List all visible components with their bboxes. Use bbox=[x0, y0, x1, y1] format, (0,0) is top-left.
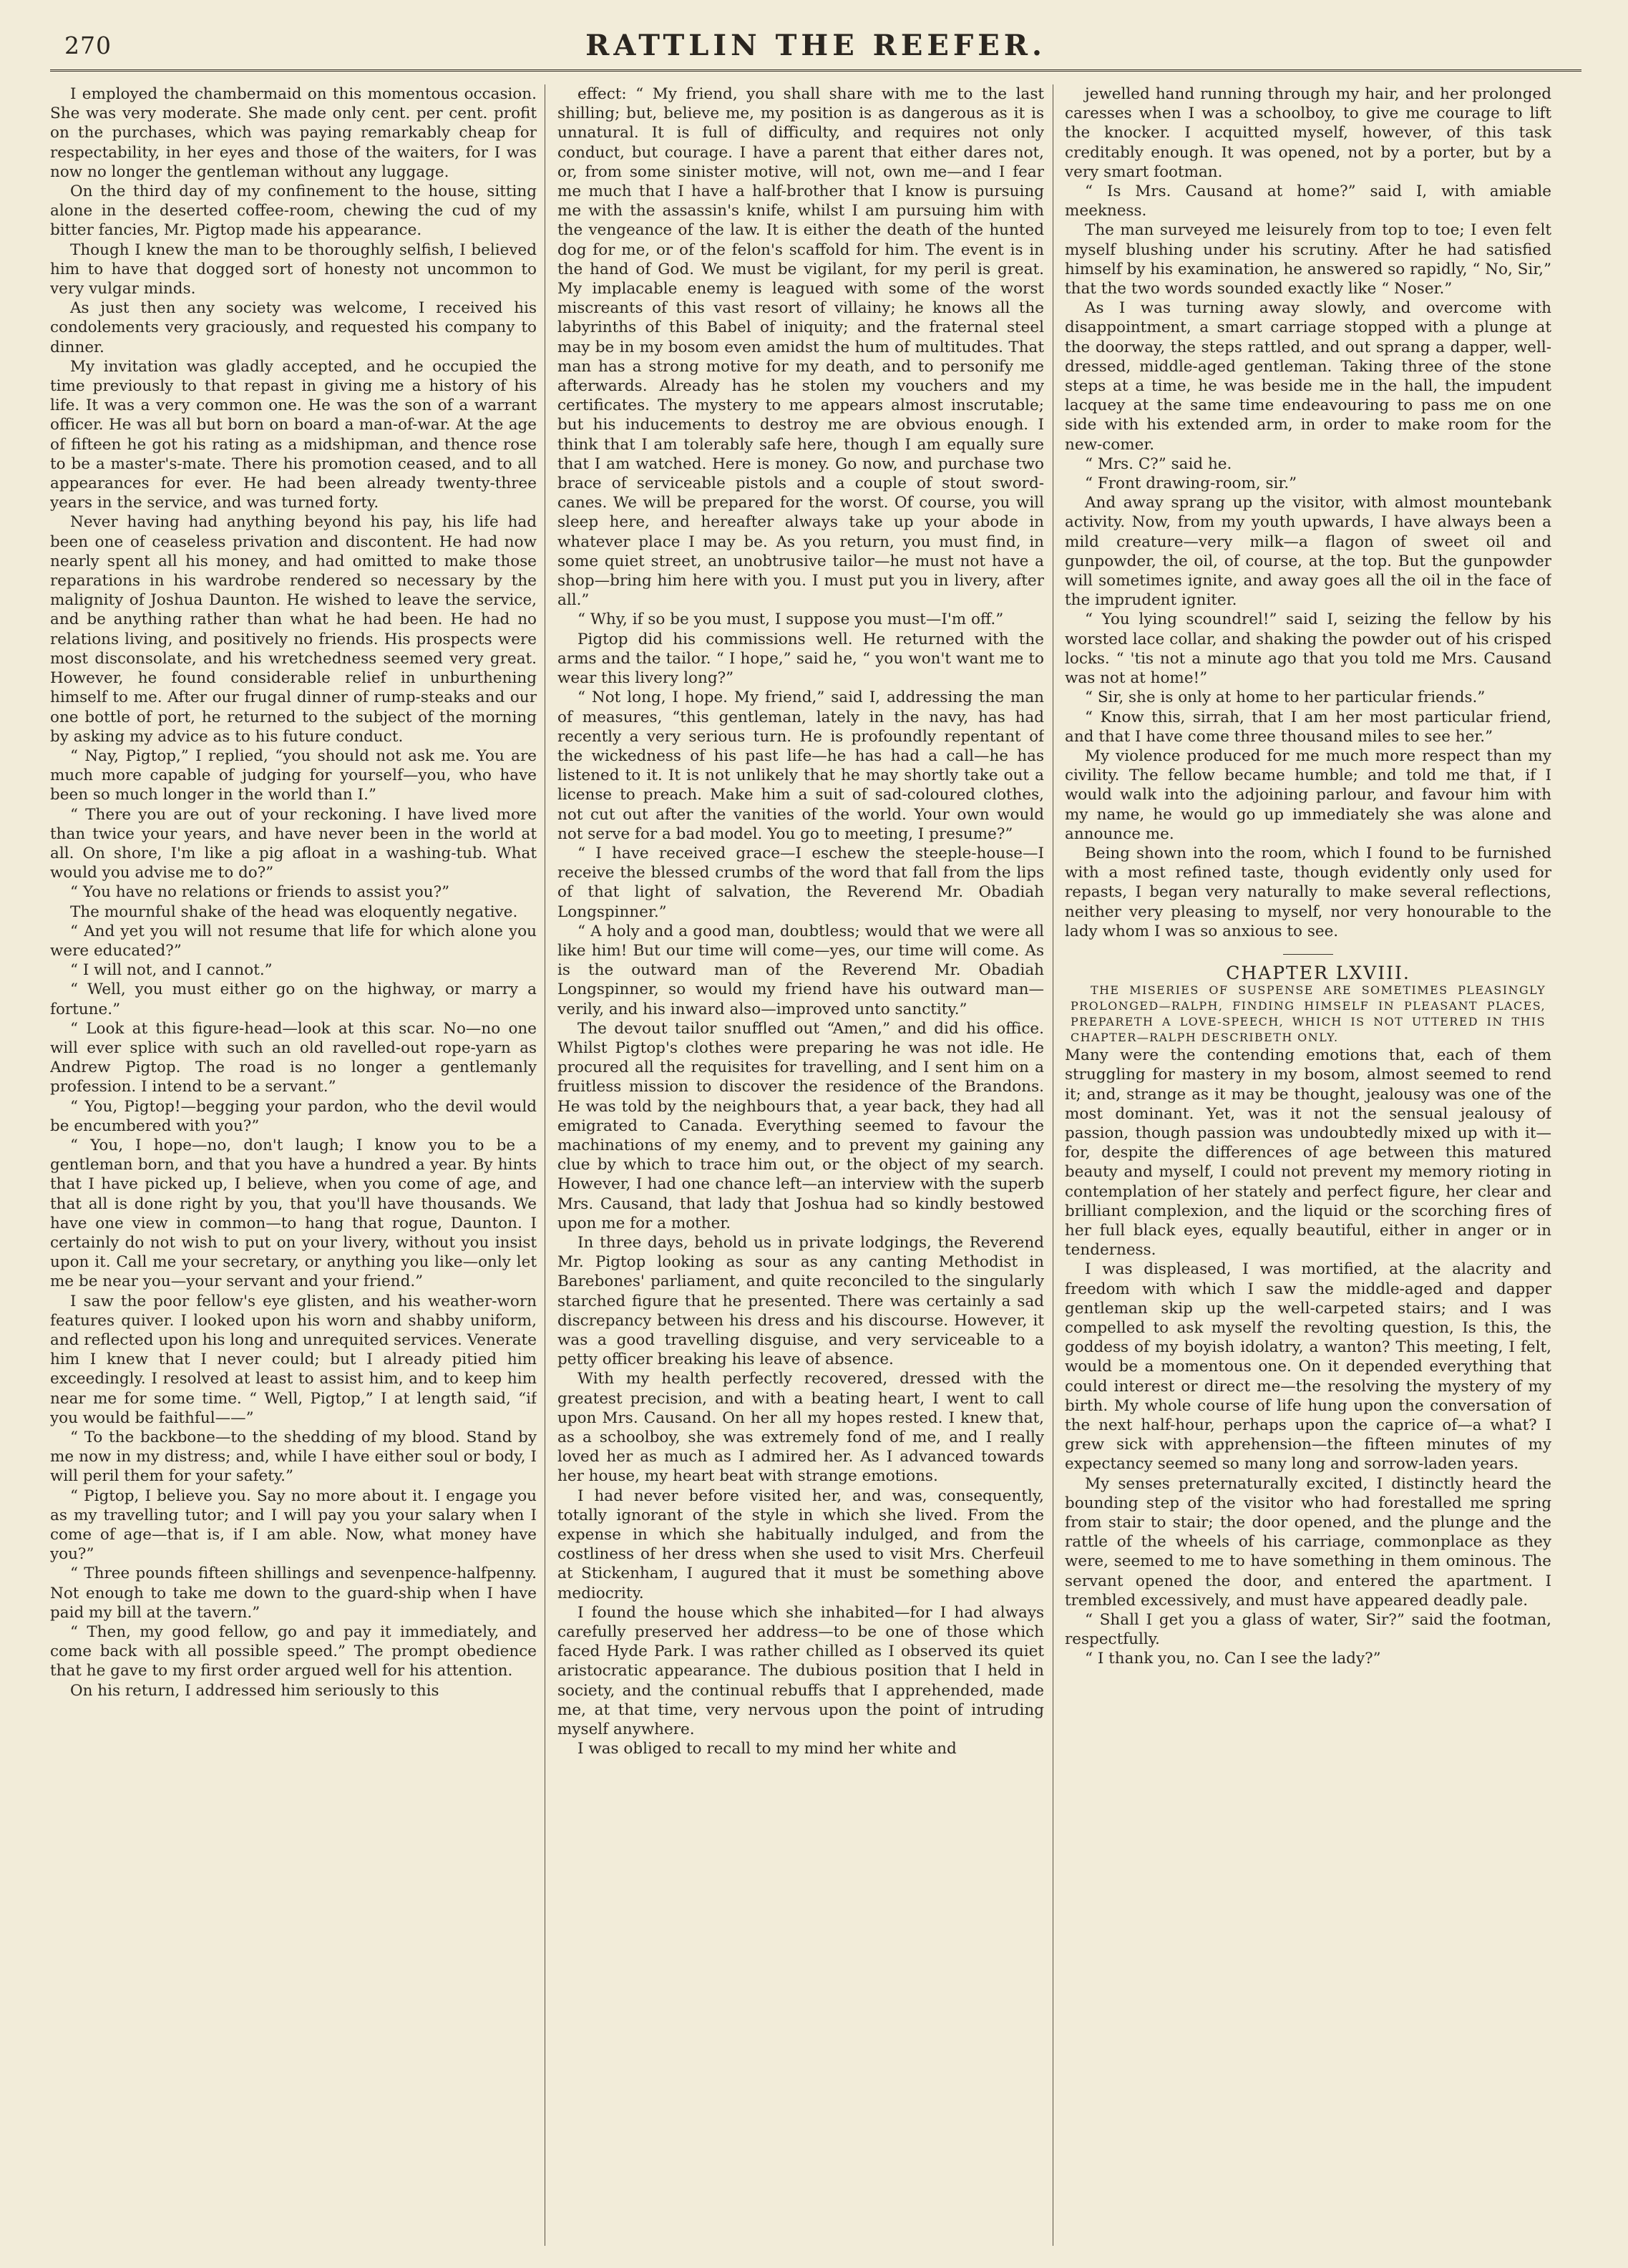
running-title: RATTLIN THE REEFER. bbox=[585, 29, 1046, 62]
paragraph: “ I thank you, no. Can I see the lady?” bbox=[1085, 1650, 1381, 1668]
paragraph: “ Not long, I hope. My friend,” said I, addressing the man of measures, “this gentleman, lately in the navy, has had recently a very serious turn. He is profoundly repentant of the wickedness of his past life—he has had a call—he has listened to it. It is not unlikely that he may shortly take out a license to preach. Make him a suit of sad-coloured clothes, not cut out after the vanities of the world. Your own would not serve for a bad model. You go to meeting, I presume?” bbox=[557, 688, 1044, 843]
column-3-before-chapter bbox=[1065, 84, 1551, 941]
paragraph: “ Three pounds fifteen shillings and sevenpence-halfpenny. Not enough to take me down to the guard-ship when I have paid my bill at the tavern.” bbox=[50, 1564, 537, 1622]
page-header bbox=[50, 29, 1581, 64]
chapter-title: CHAPTER LXVIII. bbox=[1226, 962, 1410, 983]
header-rule bbox=[50, 69, 1581, 72]
paragraph: As I was turning away slowly, and overcome with disappointment, a smart carriage stopped with a plunge at the doorway, the steps rattled, and out sprang a dapper, well-dressed, middle-aged gentleman. Taking three of the stone steps at a time, he was beside me in the hall, the impudent lacquey at the same time endeavouring to pass me on one side with his extended arm, in order to make room for the new-comer. bbox=[1065, 299, 1551, 454]
paragraph: “ You lying scoundrel!” said I, seizing the fellow by his worsted lace collar, and shaking the powder out of his crisped locks. “ 'tis not a minute ago that you told me Mrs. Causand was not at home!” bbox=[1065, 610, 1551, 688]
paragraph: “ Shall I get you a glass of water, Sir?” said the footman, respectfully. bbox=[1065, 1611, 1551, 1649]
paragraph: “ You, I hope—no, don't laugh; I know you to be a gentleman born, and that you have a hundred a year. By hints that I have picked up, I believe, when you come of age, and that all is done right by you, that you'll have thousands. We have one view in common—to hang that rogue, Daunton. I certainly do not wish to put on your livery, without you insist upon it. Call me your secretary, or anything you like—only let me be near you—your servant and your friend.” bbox=[50, 1136, 537, 1291]
paragraph: I was displeased, I was mortified, at the alacrity and freedom with which I saw the middle-aged and dapper gentleman skip up the well-carpeted stairs; and I was compelled to ask myself the revolting question, Is this, the goddess of my boyish idolatry, a wanton? This meeting, I felt, would be a momentous one. On it depended everything that could interest or direct me—the resolving the mystery of my birth. My whole course of life hung upon the conversation of the next half-hour, perhaps upon the caprice of—a what? I grew sick with apprehension—the fifteen minutes of my expectancy seemed so many long and sorrow-laden years. bbox=[1065, 1260, 1551, 1474]
chapter-synopsis: THE MISERIES OF SUSPENSE ARE SOMETIMES PLEASINGLY PROLONGED—RALPH, FINDING HIMSELF IN PLEASANT PLACES, PREPARETH A LOVE-SPEECH, WHICH IS NOT UTTERED IN THIS CHAPTER—RALPH DESCRIBETH ONLY. bbox=[1071, 983, 1546, 1045]
paragraph: “ You have no relations or friends to assist you?” bbox=[70, 883, 450, 902]
paragraph: The man surveyed me leisurely from top to toe; I even felt myself blushing under his scrutiny. After he had satisfied himself by his examination, he answered so rapidly, “ No, Sir,” that the two words sounded exactly like “ Noser.” bbox=[1065, 221, 1551, 298]
paragraph: I saw the poor fellow's eye glisten, and his weather-worn features quiver. I looked upon his worn and shabby uniform, and reflected upon his long and unrequited services. Venerate him I knew that I never could; but I already pitied him exceedingly. I resolved at least to assist him, and to keep him near me for some time. “ Well, Pigtop,” I at length said, “if you would be faithful——” bbox=[50, 1292, 537, 1427]
text-column-3 bbox=[1065, 84, 1551, 2246]
paragraph: “ Look at this figure-head—look at this scar. No—no one will ever splice with such an old ravelled-out rope-yarn as Andrew Pigtop. The road is no longer a gentlemanly profession. I intend to be a servant.” bbox=[50, 1019, 537, 1096]
paragraph: “ And yet you will not resume that life for which alone you were educated?” bbox=[50, 922, 537, 960]
paragraph: My violence produced for me much more respect than my civility. The fellow became humble; and told me that, if I would walk into the adjoining parlour, and favour him with my name, he would go up immediately she was alone and announce me. bbox=[1065, 746, 1551, 843]
paragraph: In three days, behold us in private lodgings, the Reverend Mr. Pigtop looking as sour as any canting Methodist in Barebones' parliament, and quite reconciled to the singularly starched figure that he presented. There was certainly a sad discrepancy between his dress and his discourse. However, it was a good travelling disguise, and very serviceable to a petty officer breaking his leave of absence. bbox=[557, 1233, 1044, 1369]
paragraph: “ I will not, and I cannot.” bbox=[70, 961, 273, 980]
paragraph: I found the house which she inhabited—for I had always carefully preserved her address—to be one of those which faced Hyde Park. I was rather chilled as I observed its quiet aristocratic appearance. The dubious position that I held in society, and the continual rebuffs that I apprehended, made me, at that time, very nervous upon the point of intruding myself anywhere. bbox=[557, 1603, 1044, 1739]
paragraph: Never having had anything beyond his pay, his life had been one of ceaseless privation and discontent. He had now nearly spent all his money, and had omitted to make those reparations in his wardrobe rendered so necessary by the malignity of Joshua Daunton. He wished to leave the service, and be anything rather than what he had been. He had no relations living, and positively no friends. His prospects were most disconsolate, and his wretchedness seemed very great. However, he found considerable relief in unburthening himself to me. After our frugal dinner of rump-steaks and our one bottle of port, he returned to the subject of the morning by asking my advice as to his future conduct. bbox=[50, 513, 537, 746]
paragraph: And away sprang up the visitor, with almost mountebank activity. Now, from my youth upwards, I have always been a mild creature—very milk—a flagon of sweet oil and gunpowder, the oil, of course, at the top. But the gunpowder will sometimes ignite, and away goes all the oil in the face of the imprudent igniter. bbox=[1065, 494, 1551, 610]
paragraph: With my health perfectly recovered, dressed with the greatest precision, and with a beating heart, I went to call upon Mrs. Causand. On her all my hopes rested. I knew that, as a schoolboy, she was extremely fond of me, and I really loved her as much as I admired her. As I advanced towards her house, my heart beat with strange emotions. bbox=[557, 1370, 1044, 1486]
paragraph: Pigtop did his commissions well. He returned with the arms and the tailor. “ I hope,” said he, “ you won't want me to wear this livery long?” bbox=[557, 630, 1044, 688]
paragraph: jewelled hand running through my hair, and her prolonged caresses when I was a schoolboy, to give me courage to lift the knocker. I acquitted myself, however, of this task creditably enough. It was opened, not by a porter, but by a very smart footman. bbox=[1065, 85, 1551, 181]
paragraph: The mournful shake of the head was eloquently negative. bbox=[70, 902, 518, 921]
chapter-divider bbox=[1283, 954, 1333, 955]
paragraph: “ Sir, she is only at home to her particular friends.” bbox=[1085, 688, 1486, 707]
chapter-body bbox=[1065, 1046, 1551, 1669]
paragraph: effect: “ My friend, you shall share with me to the last shilling; but, believe me, my position is as dangerous as it is unnatural. It is full of difficulty, and requires not only conduct, but courage. I have a parent that either dares not, or, from some sinister motive, will not, own me—and I fear me much that I have a half-brother that I know is pursuing me with the assassin's knife, whilst I am pursuing him with the vengeance of the law. It is either the death of the hunted dog for me, or of the felon's scaffold for him. The event is in the hand of God. We must be vigilant, for my peril is great. My implacable enemy is leagued with some of the worst miscreants of this vast resort of villainy; he knows all the labyrinths of this Babel of iniquity; and the fraternal steel may be in my bosom even amidst the hum of multitudes. That man has a strong motive for my death, and to personify me afterwards. Already has he stolen my vouchers and my certificates. The mystery to me appears almost inscrutable; but his inducements to destroy me are obvious enough. I think that I am tolerably safe here, though I am equally sure that I am watched. Here is money. Go now, and purchase two brace of serviceable pistols and a couple of stout sword-canes. We will be prepared for the worst. Of course, you will sleep here, and hereafter always take up your abode in whatever place I may be. As you return, you must find, in some quiet street, an unobtrusive tailor—he must not have a shop—bring him here with you. I must put you in livery, after all.” bbox=[557, 85, 1044, 610]
paragraph: “ There you are out of your reckoning. I have lived more than twice your years, and have never been in the world at all. On shore, I'm like a pig afloat in a washing-tub. What would you advise me to do?” bbox=[50, 805, 537, 882]
paragraph: “ You, Pigtop!—begging your pardon, who the devil would be encumbered with you?” bbox=[50, 1097, 537, 1135]
paragraph: “ To the backbone—to the shedding of my blood. Stand by me now in my distress; and, while I have either soul or body, I will peril them for your safety.” bbox=[50, 1429, 537, 1486]
paragraph: Being shown into the room, which I found to be furnished with a most refined taste, though evidently only used for repasts, I began very naturally to make several reflections, neither very pleasing to myself, nor very honourable to the lady whom I was so anxious to see. bbox=[1065, 844, 1551, 940]
paragraph: I employed the chambermaid on this momentous occasion. She was very moderate. She made only cent. per cent. profit on the purchases, which was paying remarkably cheap for respectability, in her eyes and those of the waiters, for I was now no longer the gentleman without any luggage. bbox=[50, 85, 537, 181]
paragraph: On his return, I addressed him seriously to this bbox=[70, 1681, 439, 1700]
paragraph: The devout tailor snuffled out “Amen,” and did his office. Whilst Pigtop's clothes were preparing he was not idle. He procured all the requisites for travelling, and I sent him on a fruitless mission to discover the residence of the Brandons. He was told by the neighbours that, a year back, they had all emigrated to Canada. Everything seemed to favour the machinations of my enemy, and to prevent my gaining any clue by which to trace him out, or the object of my search. However, I had one chance left—an interview with the superb Mrs. Causand, that lady that Joshua had so kindly bestowed upon me for a mother. bbox=[557, 1019, 1044, 1232]
paragraph: “ Why, if so be you must, I suppose you must—I'm off.” bbox=[577, 610, 1004, 629]
text-column-2 bbox=[557, 84, 1044, 2246]
paragraph: “ I have received grace—I eschew the steeple-house—I receive the blessed crumbs of the word that fall from the lips of that light of salvation, the Reverend Mr. Obadiah Longspinner.” bbox=[557, 844, 1044, 921]
paragraph: “ Is Mrs. Causand at home?” said I, with amiable meekness. bbox=[1065, 182, 1551, 220]
paragraph: Though I knew the man to be thoroughly selfish, I believed him to have that dogged sort of honesty not uncommon to very vulgar minds. bbox=[50, 240, 537, 298]
paragraph: “ Mrs. C?” said he. bbox=[1085, 454, 1232, 473]
paragraph: “ Know this, sirrah, that I am her most particular friend, and that I have come three thousand miles to see her.” bbox=[1065, 708, 1551, 746]
paragraph: “ A holy and a good man, doubtless; would that we were all like him! But our time will come—yes, our time will come. As is the outward man of the Reverend Mr. Obadiah Longspinner, so would my friend have his outward man—verily, and his inward also—improved unto sanctity.” bbox=[557, 922, 1044, 1018]
paragraph: “ Pigtop, I believe you. Say no more about it. I engage you as my travelling tutor; and I will pay you your salary when I come of age—that is, if I am able. Now, what money have you?” bbox=[50, 1486, 537, 1564]
paragraph: I was obliged to recall to my mind her white and bbox=[577, 1740, 957, 1758]
paragraph: “ Then, my good fellow, go and pay it immediately, and come back with all possible speed.” The prompt obedience that he gave to my first order argued well for his attention. bbox=[50, 1623, 537, 1680]
paragraph: I had never before visited her, and was, consequently, totally ignorant of the style in which she lived. From the expense in which she habitually indulged, and from the costliness of her dress when she used to visit Mrs. Cherfeuil at Stickenham, I augured that it must be something above mediocrity. bbox=[557, 1486, 1044, 1602]
paragraph: My senses preternaturally excited, I distinctly heard the bounding step of the visitor who had forestalled me spring from stair to stair; the door opened, and the plunge and the rattle of the wheels of his carriage, commonplace as they were, seemed to me to have something in them ominous. The servant opened the door, and entered the apartment. I trembled excessively, and must have appeared deadly pale. bbox=[1065, 1474, 1551, 1610]
paragraph: On the third day of my confinement to the house, sitting alone in the deserted coffee-room, chewing the cud of my bitter fancies, Mr. Pigtop made his appearance. bbox=[50, 182, 537, 240]
paragraph: My invitation was gladly accepted, and he occupied the time previously to that repast in giving me a history of his life. It was a very common one. He was the son of a warrant officer. He was all but born on board a man-of-war. At the age of fifteen he got his rating as a midshipman, and thence rose to be a master's-mate. There his promotion ceased, and to all appearances for ever. He had been already twenty-three years in the service, and was turned forty. bbox=[50, 357, 537, 512]
page-number: 270 bbox=[64, 31, 112, 59]
text-column-1 bbox=[50, 84, 537, 2246]
paragraph: “ Nay, Pigtop,” I replied, “you should not ask me. You are much more capable of judging for yourself—you, who have been so much longer in the world than I.” bbox=[50, 746, 537, 804]
paragraph: “ Front drawing-room, sir.” bbox=[1085, 474, 1297, 493]
paragraph: “ Well, you must either go on the highway, or marry a fortune.” bbox=[50, 980, 537, 1018]
paragraph: Many were the contending emotions that, each of them struggling for mastery in my bosom, almost seemed to rend it; and, strange as it may be thought, jealousy was one of the most dominant. Yet, was it not the sensual jealousy of passion, though passion was undoubtedly mixed up with it—for, despite the differences of age between this matured beauty and myself, I could not prevent my memory rioting in contemplation of her stately and perfect figure, her clear and brilliant complexion, and the liquid or the scorching fires of her full black eyes, equally beautiful, either in anger or in tenderness. bbox=[1065, 1046, 1551, 1260]
paragraph: As just then any society was welcome, I received his condolements very graciously, and requested his company to dinner. bbox=[50, 299, 537, 356]
